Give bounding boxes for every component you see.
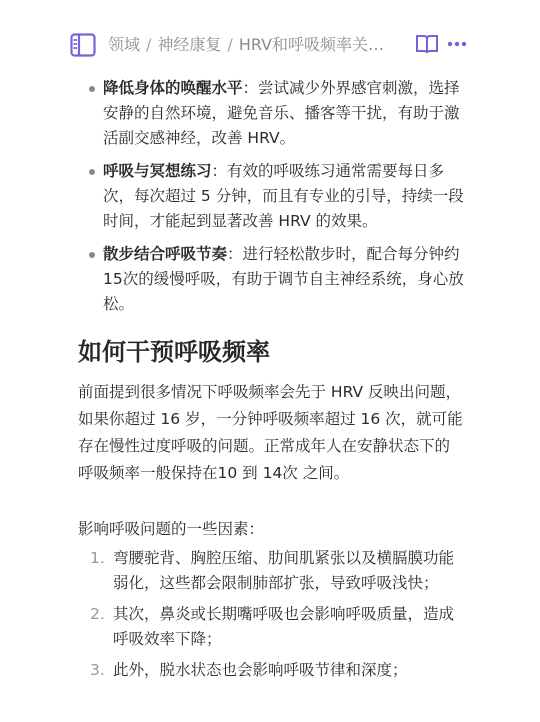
document-content bbox=[0, 76, 540, 689]
breadcrumb-item-domain[interactable]: 领域 bbox=[108, 35, 141, 54]
breadcrumb bbox=[108, 34, 404, 56]
list-text: 此外，脱水状态也会影响呼吸节律和深度； bbox=[113, 661, 408, 679]
list-number: 2. bbox=[90, 605, 105, 623]
bullet-dot bbox=[89, 252, 95, 258]
sidebar-toggle-icon[interactable] bbox=[70, 33, 96, 57]
list-text: 其次，鼻炎或长期嘴呼吸也会影响呼吸质量，造成呼吸效率下降； bbox=[113, 605, 455, 648]
section-heading: 如何干预呼吸频率 bbox=[78, 338, 270, 366]
breadcrumb-separator: / bbox=[146, 35, 152, 54]
list-item bbox=[103, 76, 465, 151]
bullet-list bbox=[0, 76, 540, 317]
breadcrumb-item-current-page[interactable]: HRV和呼吸频率关… bbox=[238, 35, 385, 54]
factors-list bbox=[0, 546, 540, 683]
breadcrumb-item-neuro-rehab[interactable]: 神经康复 bbox=[157, 35, 222, 54]
list-item bbox=[90, 658, 463, 683]
list-item bbox=[90, 602, 463, 652]
list-text: 弯腰驼背、胸腔压缩、肋间肌紧张以及横膈膜功能弱化，这些都会限制肺部扩张，导致呼吸浅快； bbox=[113, 549, 455, 592]
bullet-dot bbox=[89, 169, 95, 175]
list-item bbox=[90, 546, 463, 596]
breadcrumb-separator: / bbox=[227, 35, 233, 54]
section-paragraph: 前面提到很多情况下呼吸频率会先于 HRV 反映出问题，如果你超过 16 岁，一分钟呼吸频率超过 16 次，就可能存在慢性过度呼吸的问题。正常成年人在安静状态下的呼吸频率一般保持在10 到 14次 之间。 bbox=[78, 383, 463, 482]
factors-title: 影响呼吸问题的一些因素： bbox=[78, 520, 265, 538]
bullet-text: ：尝试减少外界感官刺激，选择安静的自然环境，避免音乐、播客等干扰，有助于激活副交感神经，改善 HRV。 bbox=[103, 79, 460, 147]
list-number: 3. bbox=[90, 661, 105, 679]
bullet-dot bbox=[89, 86, 95, 92]
bullet-text: ：有效的呼吸练习通常需要每日多次，每次超过 5 分钟，而且有专业的引导，持续一段时间，才能起到显著改善 HRV 的效果。 bbox=[103, 162, 464, 230]
more-icon[interactable] bbox=[447, 34, 467, 54]
list-number: 1. bbox=[90, 549, 105, 567]
top-bar bbox=[0, 0, 540, 88]
book-icon[interactable] bbox=[415, 32, 439, 56]
list-item bbox=[103, 159, 465, 234]
bullet-text: ：进行轻松散步时，配合每分钟约15次的缓慢呼吸，有助于调节自主神经系统，身心放松。 bbox=[103, 245, 464, 313]
bullet-title: 呼吸与冥想练习 bbox=[103, 162, 212, 180]
bullet-title: 降低身体的唤醒水平 bbox=[103, 79, 243, 97]
bullet-title: 散步结合呼吸节奏 bbox=[103, 245, 228, 263]
list-item bbox=[103, 242, 465, 317]
